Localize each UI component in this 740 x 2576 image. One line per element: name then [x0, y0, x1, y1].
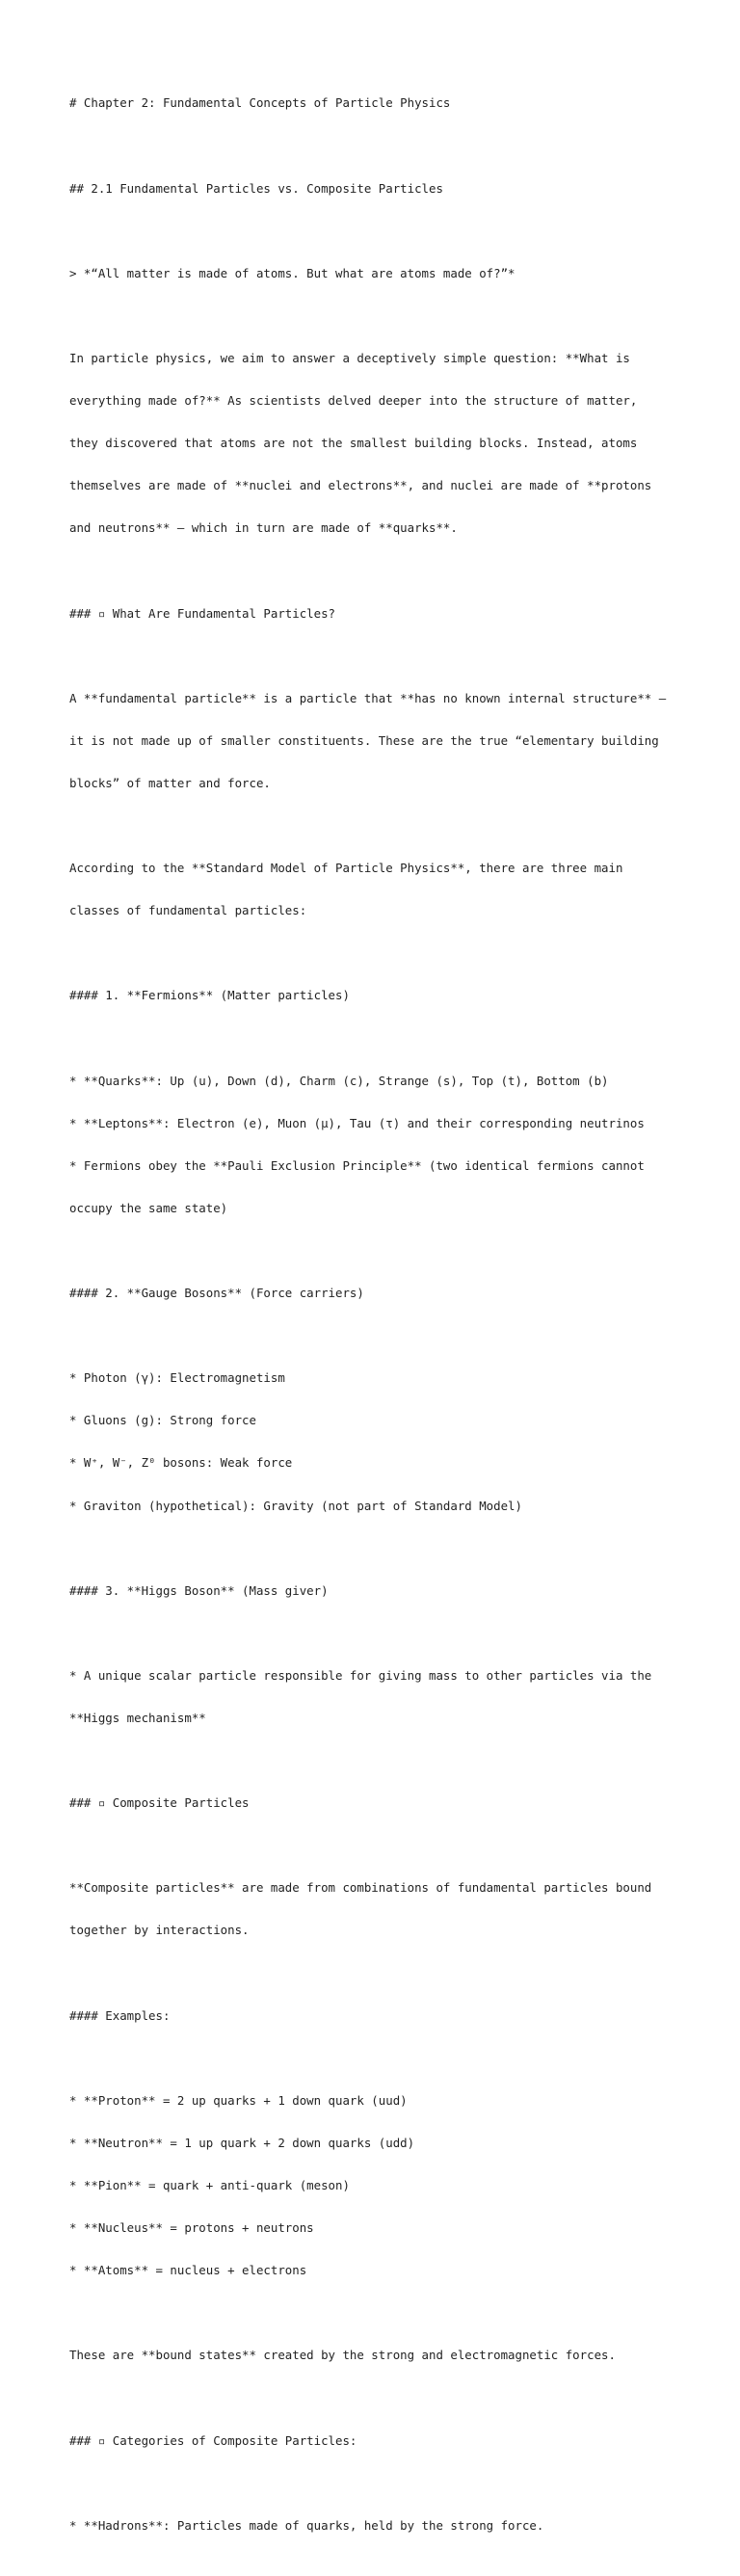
text-line: they discovered that atoms are not the smallest building blocks. Instead, atoms: [69, 436, 638, 451]
higgs-list: [69, 1640, 686, 1754]
text-line: > *“All matter is made of atoms. But what are atoms made of?”*: [69, 265, 515, 280]
text-line: themselves are made of **nuclei and electrons**, and nuclei are made of **protons: [69, 478, 652, 493]
text-line: In particle physics, we aim to answer a deceptively simple question: **What is: [69, 350, 630, 365]
text-line: blocks” of matter and force.: [69, 775, 271, 790]
subsection-heading-fundamental: [69, 578, 686, 650]
list-item: * **Proton** = 2 up quarks + 1 down quark (uud): [69, 2092, 408, 2108]
list-item: * **Pion** = quark + anti-quark (meson): [69, 2178, 350, 2192]
intro-paragraph: [69, 324, 686, 565]
composite-definition-paragraph: [69, 1853, 686, 1967]
fermions-list: [69, 1046, 686, 1244]
list-item: * Fermions obey the **Pauli Exclusion Principle** (two identical fermions cannot: [69, 1157, 645, 1173]
text-line: classes of fundamental particles:: [69, 903, 307, 918]
examples-heading: [69, 1980, 686, 2052]
text-line: #### Examples:: [69, 2007, 171, 2023]
document-body: [69, 68, 686, 2576]
epigraph-quote: [69, 238, 686, 309]
list-item: * **Atoms** = nucleus + electrons: [69, 2263, 307, 2278]
gauge-bosons-list: [69, 1343, 686, 1542]
subsection-heading-composite: [69, 1768, 686, 1840]
categories-list: [69, 2490, 686, 2562]
list-item: * **Leptons**: Electron (e), Muon (μ), Tau (τ) and their corresponding neutrinos: [69, 1115, 645, 1130]
text-line: everything made of?** As scientists delved deeper into the structure of matter,: [69, 393, 638, 409]
fundamental-definition-paragraph: [69, 663, 686, 819]
text-line: ### ▫ Composite Particles: [69, 1795, 250, 1811]
text-line: ### ▫ What Are Fundamental Particles?: [69, 605, 336, 621]
list-item: * **Nucleus** = protons + neutrons: [69, 2220, 314, 2236]
list-item: **Higgs mechanism**: [69, 1710, 206, 1725]
subsection-heading-categories: [69, 2405, 686, 2477]
list-item: * Gluons (g): Strong force: [69, 1413, 256, 1428]
text-line: #### 2. **Gauge Bosons** (Force carriers): [69, 1286, 364, 1301]
text-line: together by interactions.: [69, 1923, 250, 1938]
list-item: * **Quarks**: Up (u), Down (d), Charm (c), Strange (s), Top (t), Bottom (b): [69, 1073, 609, 1088]
examples-list: [69, 2065, 686, 2306]
section-heading: [69, 153, 686, 225]
bound-states-paragraph: [69, 2321, 686, 2392]
higgs-heading: [69, 1555, 686, 1627]
list-item: * **Neutron** = 1 up quark + 2 down quarks (udd): [69, 2135, 415, 2150]
text-line: and neutrons** — which in turn are made of **quarks**.: [69, 520, 458, 536]
text-line: # Chapter 2: Fundamental Concepts of Particle Physics: [69, 95, 451, 111]
chapter-heading: [69, 68, 686, 140]
list-item: * A unique scalar particle responsible for giving mass to other particles via the: [69, 1667, 652, 1683]
fermions-heading: [69, 961, 686, 1032]
text-line: A **fundamental particle** is a particle that **has no known internal structure** —: [69, 690, 667, 705]
text-line: ## 2.1 Fundamental Particles vs. Composite Particles: [69, 180, 443, 196]
gauge-bosons-heading: [69, 1259, 686, 1330]
list-item: * **Hadrons**: Particles made of quarks, held by the strong force.: [69, 2517, 544, 2533]
text-line: #### 1. **Fermions** (Matter particles): [69, 988, 350, 1003]
text-line: These are **bound states** created by the strong and electromagnetic forces.: [69, 2348, 616, 2363]
text-line: ### ▫ Categories of Composite Particles:: [69, 2432, 357, 2448]
list-item: * Photon (γ): Electromagnetism: [69, 1370, 285, 1386]
text-line: it is not made up of smaller constituents. These are the true “elementary building: [69, 732, 659, 748]
text-line: #### 3. **Higgs Boson** (Mass giver): [69, 1582, 329, 1598]
standard-model-paragraph: [69, 834, 686, 947]
list-item: * W⁺, W⁻, Z⁰ bosons: Weak force: [69, 1455, 293, 1471]
list-item: * Graviton (hypothetical): Gravity (not part of Standard Model): [69, 1498, 522, 1513]
list-item: occupy the same state): [69, 1200, 228, 1215]
text-line: According to the **Standard Model of Particle Physics**, there are three main: [69, 861, 623, 876]
text-line: **Composite particles** are made from combinations of fundamental particles bound: [69, 1880, 652, 1896]
